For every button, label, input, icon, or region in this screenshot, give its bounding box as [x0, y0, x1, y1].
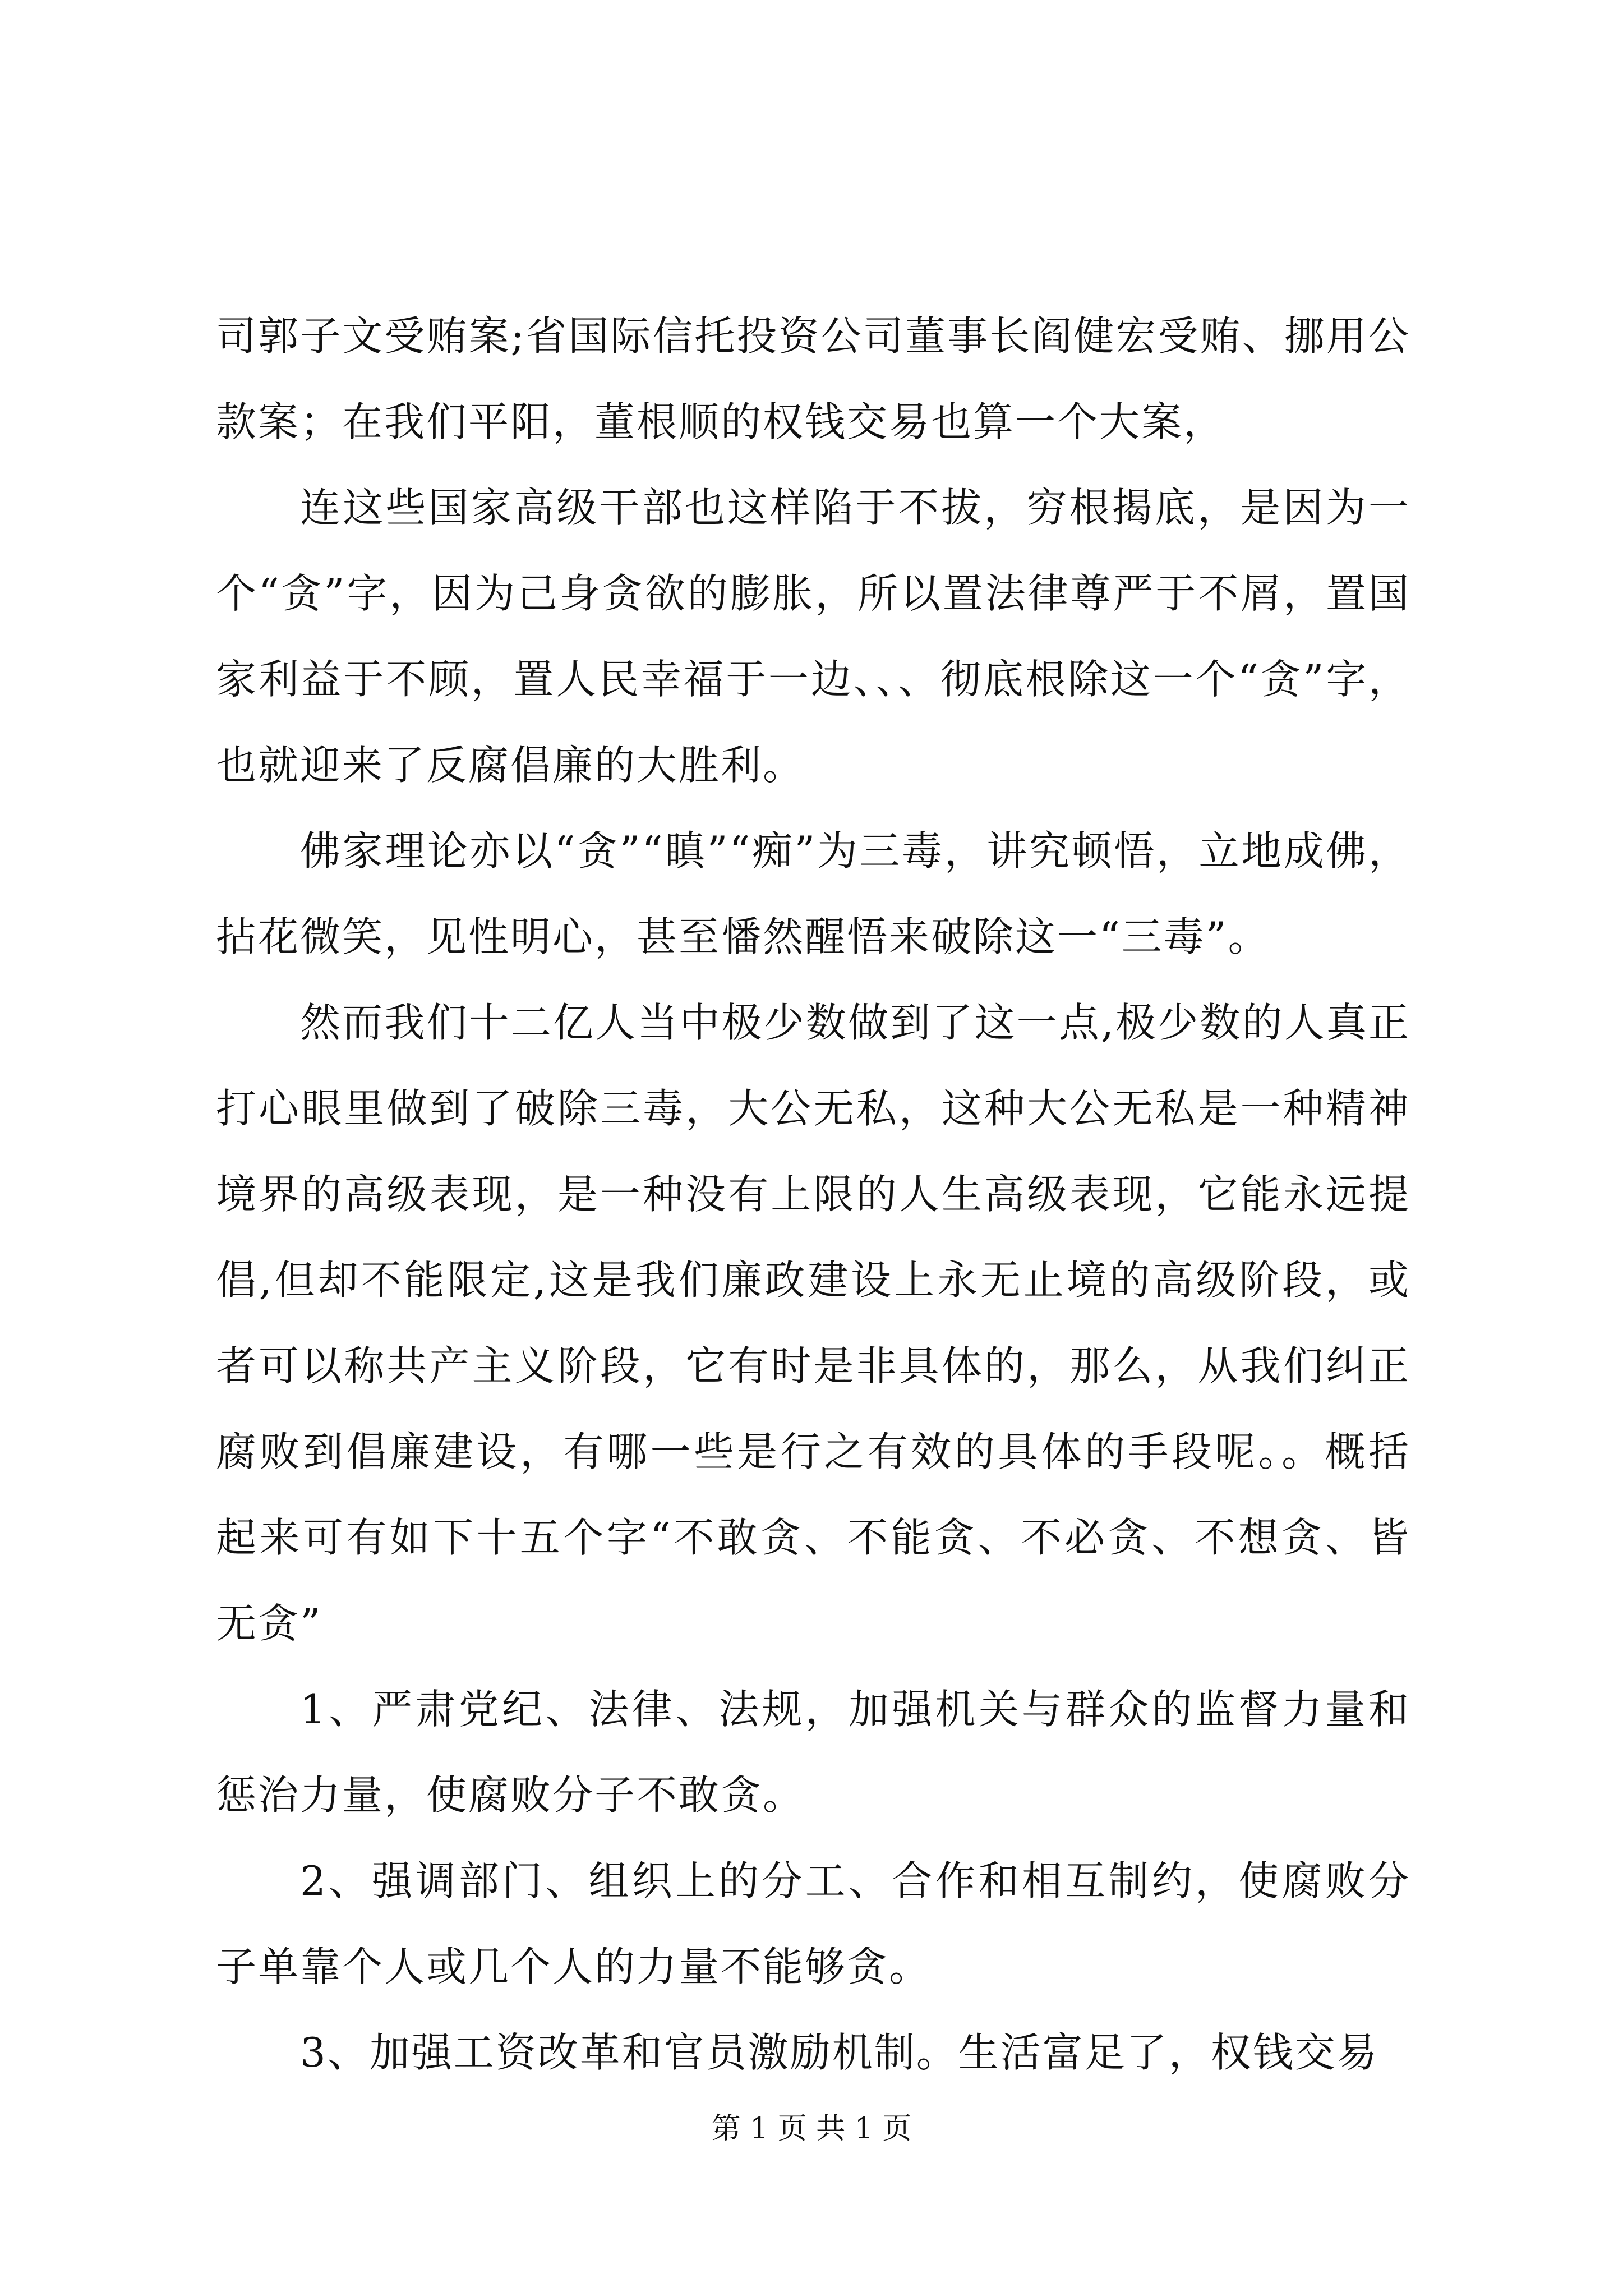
- paragraph-3: 佛家理论亦以“贪”“瞋”“痴”为三毒，讲究顿悟，立地成佛，拈花微笑，见性明心，甚至憣然醒悟来破除这一“三毒”。: [216, 827, 1410, 960]
- paragraph-7: 3、加强工资改革和官员激励机制。生活富足了，权钱交易: [300, 2029, 1379, 2076]
- page-footer: 第 1 页 共 1 页: [711, 2112, 912, 2146]
- paragraph-1: 司郭子文受贿案;省国际信托投资公司董事长阎健宏受贿、挪用公款案；在我们平阳，董根顺的权钱交易也算一个大案，: [216, 312, 1410, 445]
- paragraph-2: 连这些国家高级干部也这样陷于不拔，穷根揭底，是因为一个“贪”字，因为己身贪欲的膨胀，所以置法律尊严于不屑，置国家利益于不顾，置人民幸福于一边、、、彻底根除这一个“贪”字，也就迎来了反腐倡廉的大胜利。: [216, 484, 1410, 789]
- paragraph-4: 然而我们十二亿人当中极少数做到了这一点,极少数的人真正打心眼里做到了破除三毒，大公无私，这种大公无私是一种精神境界的高级表现，是一种没有上限的人生高级表现，它能永远提倡,但却不能限定,这是我们廉政建设上永无止境的高级阶段，或者可以称共产主义阶段，它有时是非具体的，那么，从我们纠正腐败到倡廉建设，有哪一些是行之有效的具体的手段呢。。概括起来可有如下十五个字“不敢贪、不能贪、不必贪、不想贪、皆无贪”: [216, 999, 1410, 1647]
- document-body: [216, 293, 1410, 2096]
- paragraph-6: 2、强调部门、组织上的分工、合作和相互制约，使腐败分子单靠个人或几个人的力量不能够贪。: [216, 1857, 1410, 1990]
- paragraph-5: 1、严肃党纪、法律、法规，加强机关与群众的监督力量和惩治力量，使腐败分子不敢贪。: [216, 1686, 1410, 1819]
